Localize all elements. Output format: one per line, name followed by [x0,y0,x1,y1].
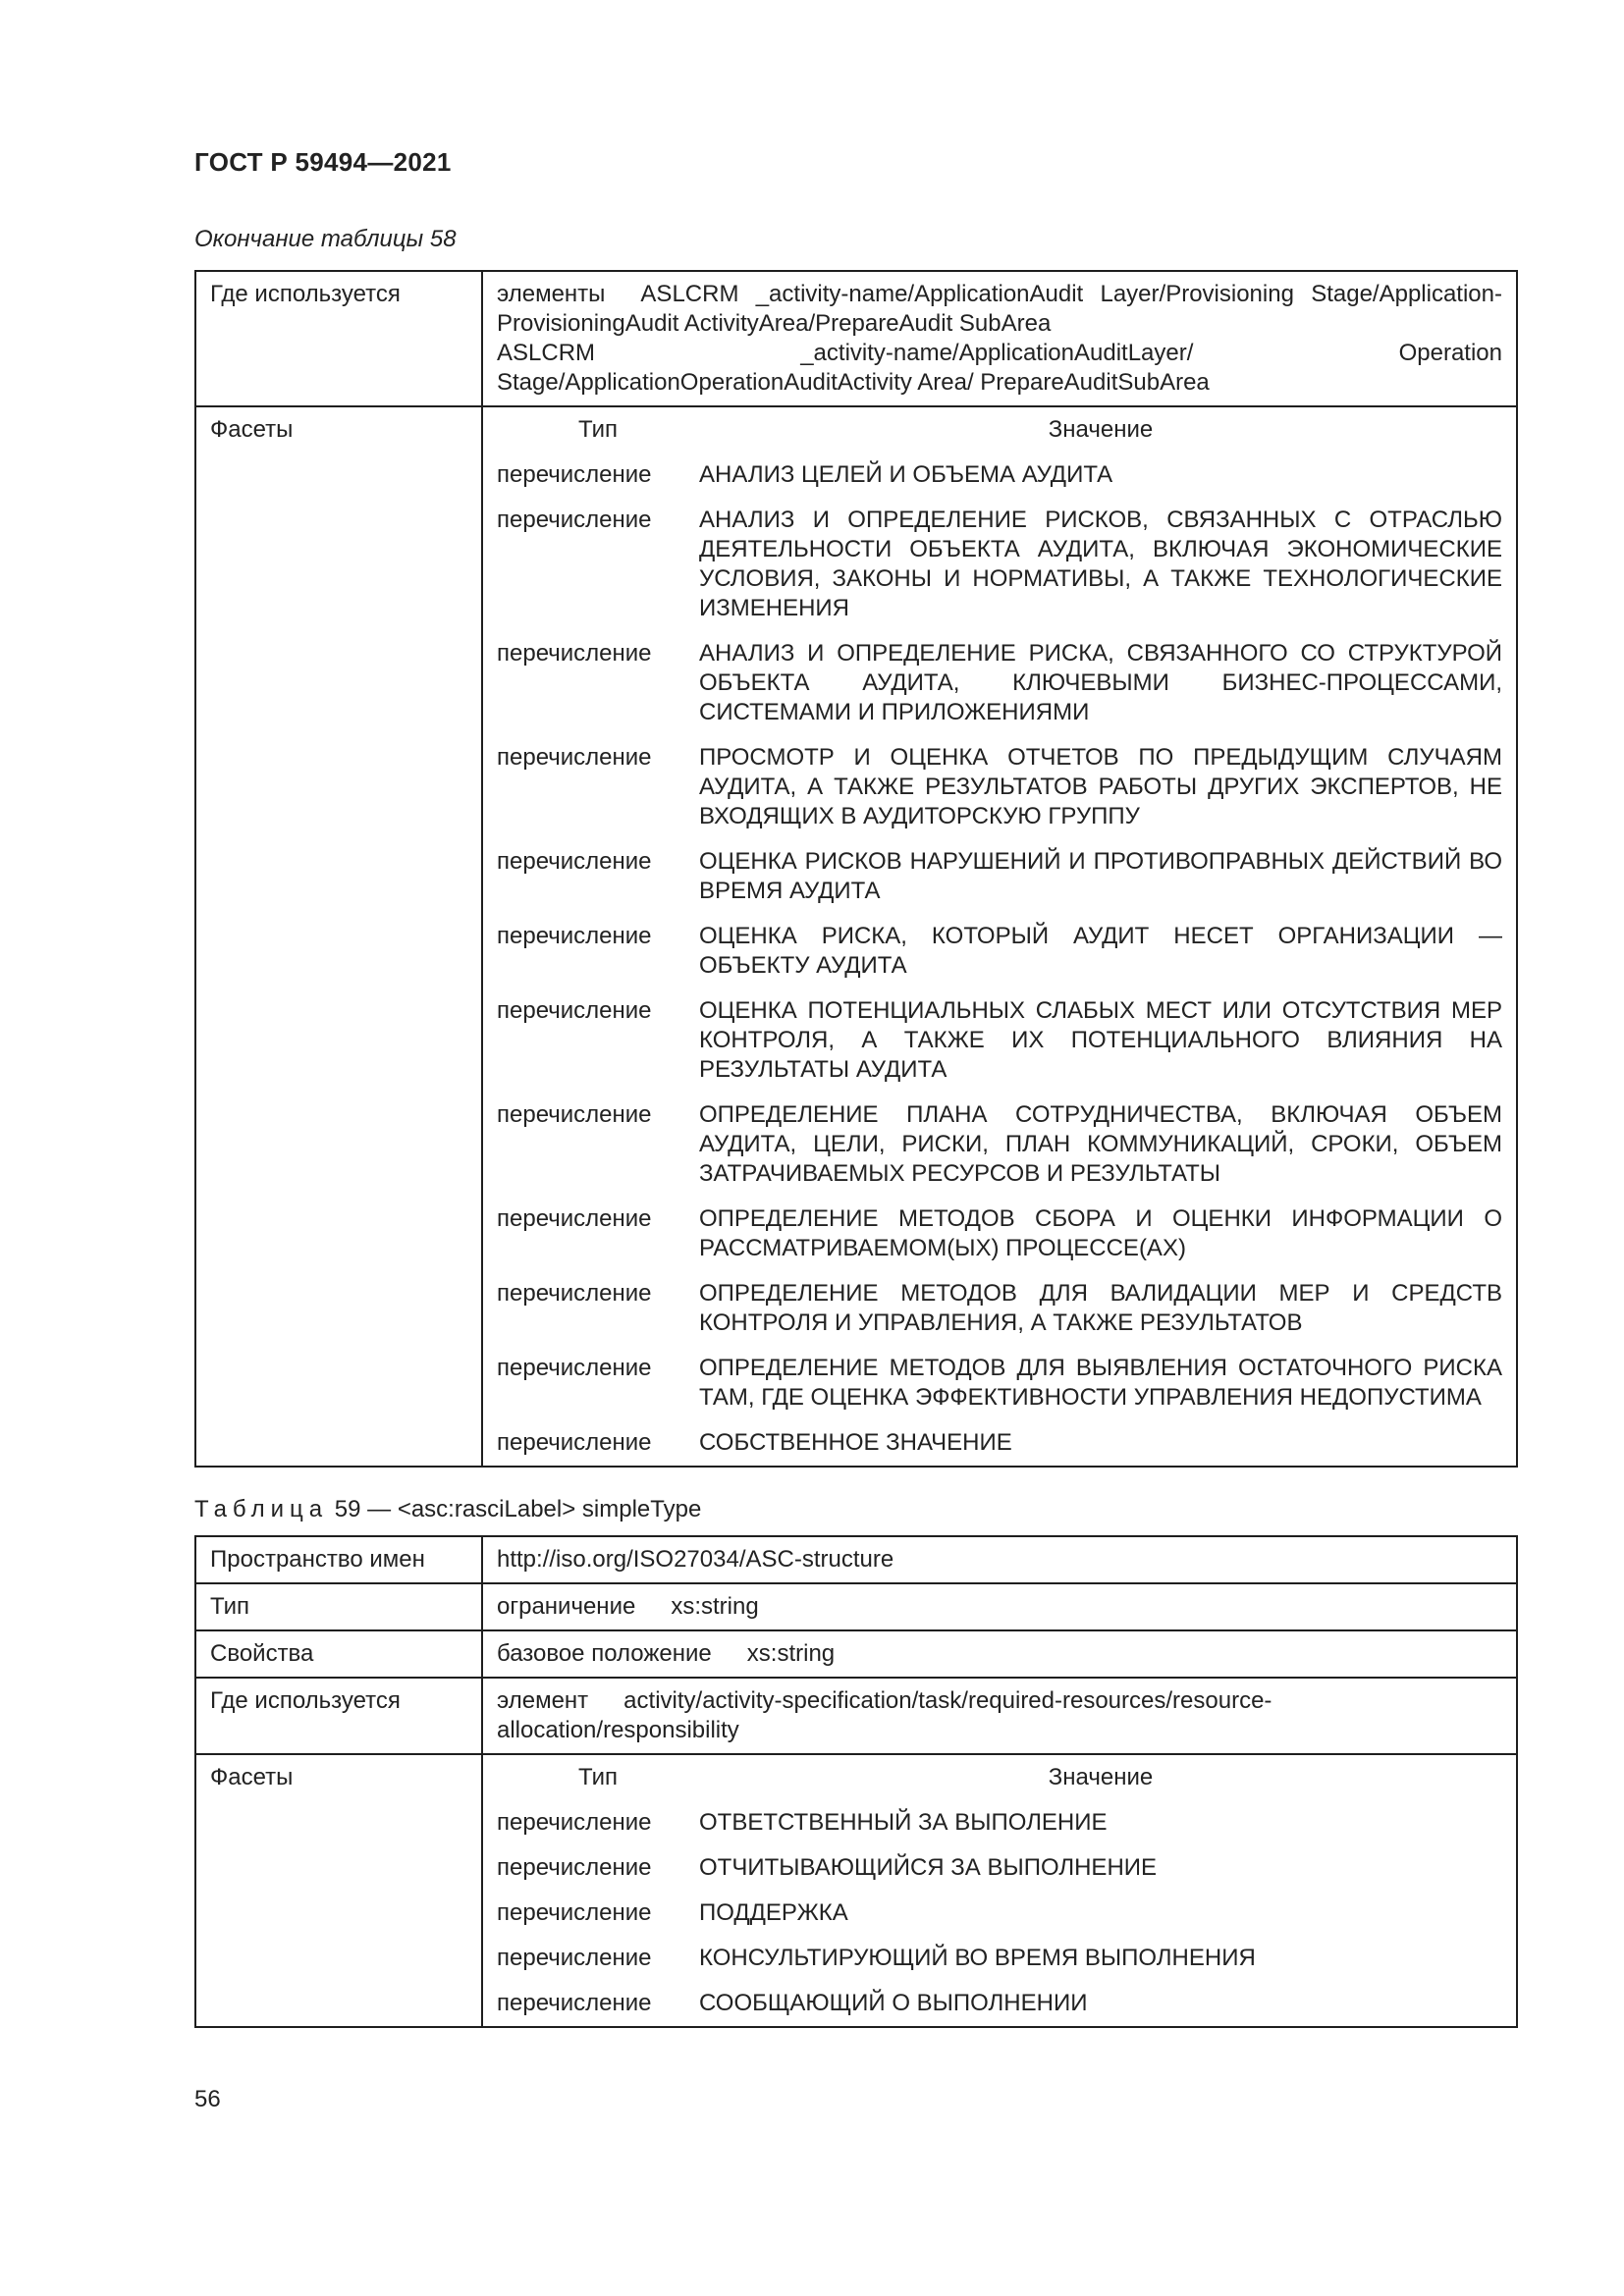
table-59-caption-word: Таблица [194,1496,329,1522]
facet-value: ОПРЕДЕЛЕНИЕ МЕТОДОВ СБОРА И ОЦЕНКИ ИНФОРМАЦИИ О РАССМАТРИВАЕМОМ(ЫХ) ПРОЦЕССЕ(АХ) [699,1205,1502,1261]
facet-type: перечисление [497,848,652,875]
facet-row [497,1989,1502,2018]
facet-row [497,460,1502,506]
facets-59-value-header: Значение [1048,1764,1154,1790]
table-59-caption-rest: 59 — <asc:rasciLabel> simpleType [334,1496,702,1522]
properties-value-text: xs:string [746,1640,836,1667]
facet-row [497,996,1502,1100]
facet-row [497,922,1502,996]
facet-type: перечисление [497,1280,652,1307]
properties-label: Свойства [195,1630,482,1678]
where-used-59-label: Где используется [195,1678,482,1754]
facet-row [497,506,1502,639]
table-row [195,1754,1517,2027]
where-used-59-text [497,1686,1502,1745]
where-used-59-path: activity/activity-specification/task/required-resources/resource-allocation/responsibility [497,1687,1272,1743]
facet-value: АНАЛИЗ ЦЕЛЕЙ И ОБЪЕМА АУДИТА [699,461,1113,488]
facet-value: ОЦЕНКА ПОТЕНЦИАЛЬНЫХ СЛАБЫХ МЕСТ ИЛИ ОТСУТСТВИЯ МЕР КОНТРОЛЯ, А ТАКЖЕ ИХ ПОТЕНЦИАЛЬНОГО ВЛИЯНИЯ НА РЕЗУЛЬТАТЫ АУДИТА [699,997,1502,1083]
facets-table [497,415,1502,1458]
facet-row [497,1428,1502,1458]
facets-body [497,415,1502,1458]
facet-type: перечисление [497,923,652,949]
table-59-caption [194,1496,701,1523]
facets-label: Фасеты [195,406,482,1467]
facet-type: перечисление [497,744,652,771]
facets-59-body [497,1763,1502,2018]
facets-59-cell [482,1754,1517,2027]
facet-row [497,1808,1502,1853]
facet-type: перечисление [497,1945,652,1971]
facet-value: КОНСУЛЬТИРУЮЩИЙ ВО ВРЕМЯ ВЫПОЛНЕНИЯ [699,1945,1256,1971]
type-value [482,1583,1517,1630]
facet-row [497,1279,1502,1354]
facet-type: перечисление [497,1429,652,1456]
table-row [195,1583,1517,1630]
facet-row [497,743,1502,847]
facet-value: ОПРЕДЕЛЕНИЕ ПЛАНА СОТРУДНИЧЕСТВА, ВКЛЮЧАЯ ОБЪЕМ АУДИТА, ЦЕЛИ, РИСКИ, ПЛАН КОММУНИКАЦИЙ, СРОКИ, ОБЪЕМ ЗАТРАЧИВАЕМЫХ РЕСУРСОВ И РЕЗУЛЬТАТЫ [699,1101,1502,1187]
facet-value: АНАЛИЗ И ОПРЕДЕЛЕНИЕ РИСКОВ, СВЯЗАННЫХ С ОТРАСЛЬЮ ДЕЯТЕЛЬНОСТИ ОБЪЕКТА АУДИТА, ВКЛЮЧАЯ ЭКОНОМИЧЕСКИЕ УСЛОВИЯ, ЗАКОНЫ И НОРМАТИВЫ, А ТАКЖЕ ТЕХНОЛОГИЧЕСКИЕ ИЗМЕНЕНИЯ [699,507,1502,621]
facet-value: ОПРЕДЕЛЕНИЕ МЕТОДОВ ДЛЯ ВЫЯВЛЕНИЯ ОСТАТОЧНОГО РИСКА ТАМ, ГДЕ ОЦЕНКА ЭФФЕКТИВНОСТИ УПРАВЛЕНИЯ НЕДОПУСТИМА [699,1355,1502,1411]
facet-row [497,847,1502,922]
facet-type: перечисление [497,1355,652,1381]
facet-value: ПРОСМОТР И ОЦЕНКА ОТЧЕТОВ ПО ПРЕДЫДУЩИМ СЛУЧАЯМ АУДИТА, А ТАКЖЕ РЕЗУЛЬТАТОВ РАБОТЫ ДРУГИХ ЭКСПЕРТОВ, НЕ ВХОДЯЩИХ В АУДИТОРСКУЮ ГРУППУ [699,744,1502,829]
facet-type: перечисление [497,1809,652,1836]
table-row [195,1630,1517,1678]
facets-cell [482,406,1517,1467]
facet-row [497,1944,1502,1989]
facets-value-header: Значение [1048,416,1154,443]
table-row [195,1678,1517,1754]
facets-type-header: Тип [577,416,618,443]
type-label: Тип [195,1583,482,1630]
where-used-path-1: ASLCRM _activity-name/ApplicationAudit Layer/Provisioning Stage/Application-ProvisioningAudit ActivityArea/PrepareAudit SubArea [497,281,1502,337]
facets-59-type-header: Тип [577,1764,618,1790]
facet-type: перечисление [497,1205,652,1232]
table-row [195,1536,1517,1583]
facets-header-row [497,415,1502,460]
where-used-kind: элементы [497,281,606,307]
where-used-label: Где используется [195,271,482,406]
table-row [195,406,1517,1467]
properties-value [482,1630,1517,1678]
facet-type: перечисление [497,997,652,1024]
document-header: ГОСТ Р 59494—2021 [194,147,452,177]
facet-value: ПОДДЕРЖКА [699,1899,848,1926]
facet-value: ОТВЕТСТВЕННЫЙ ЗА ВЫПОЛЕНИЕ [699,1809,1108,1836]
facet-value: ОЦЕНКА РИСКА, КОТОРЫЙ АУДИТ НЕСЕТ ОРГАНИЗАЦИИ — ОБЪЕКТУ АУДИТА [699,923,1502,979]
facets-59-label: Фасеты [195,1754,482,2027]
properties-key: базовое положение [497,1640,712,1667]
facet-value: ОПРЕДЕЛЕНИЕ МЕТОДОВ ДЛЯ ВАЛИДАЦИИ МЕР И СРЕДСТВ КОНТРОЛЯ И УПРАВЛЕНИЯ, А ТАКЖЕ РЕЗУЛЬТАТОВ [699,1280,1502,1336]
facet-type: перечисление [497,507,652,533]
facet-value: ОЦЕНКА РИСКОВ НАРУШЕНИЙ И ПРОТИВОПРАВНЫХ ДЕЙСТВИЙ ВО ВРЕМЯ АУДИТА [699,848,1502,904]
table-58-continuation-caption: Окончание таблицы 58 [194,226,457,252]
facet-row [497,1853,1502,1898]
namespace-label: Пространство имен [195,1536,482,1583]
facets-59-header-row [497,1763,1502,1808]
facets-59-table [497,1763,1502,2018]
facet-type: перечисление [497,1854,652,1881]
where-used-value [482,271,1517,406]
where-used-59-kind: элемент [497,1687,589,1714]
where-used-path-2: ASLCRM _activity-name/ApplicationAuditLayer/ Operation Stage/ApplicationOperationAuditActivity Area/ PrepareAuditSubArea [497,340,1502,396]
table-59 [194,1535,1518,2028]
type-value-text: xs:string [671,1593,759,1620]
facet-value: ОТЧИТЫВАЮЩИЙСЯ ЗА ВЫПОЛНЕНИЕ [699,1854,1158,1881]
facet-type: перечисление [497,640,652,667]
table-58 [194,270,1518,1468]
page-number: 56 [194,2086,221,2112]
where-used-59-value [482,1678,1517,1754]
namespace-value: http://iso.org/ISO27034/ASC-structure [482,1536,1517,1583]
facet-value: АНАЛИЗ И ОПРЕДЕЛЕНИЕ РИСКА, СВЯЗАННОГО СО СТРУКТУРОЙ ОБЪЕКТА АУДИТА, КЛЮЧЕВЫМИ БИЗНЕС-ПРОЦЕССАМИ, СИСТЕМАМИ И ПРИЛОЖЕНИЯМИ [699,640,1502,725]
facet-type: перечисление [497,1990,652,2016]
type-key: ограничение [497,1593,636,1620]
facet-type: перечисление [497,1101,652,1128]
facet-row [497,639,1502,743]
facet-type: перечисление [497,461,652,488]
facet-row [497,1204,1502,1279]
facet-value: СООБЩАЮЩИЙ О ВЫПОЛНЕНИИ [699,1990,1088,2016]
facet-row [497,1354,1502,1428]
facet-row [497,1100,1502,1204]
facet-row [497,1898,1502,1944]
facet-type: перечисление [497,1899,652,1926]
table-row [195,271,1517,406]
where-used-line-1 [497,280,1502,339]
facet-value: СОБСТВЕННОЕ ЗНАЧЕНИЕ [699,1429,1012,1456]
